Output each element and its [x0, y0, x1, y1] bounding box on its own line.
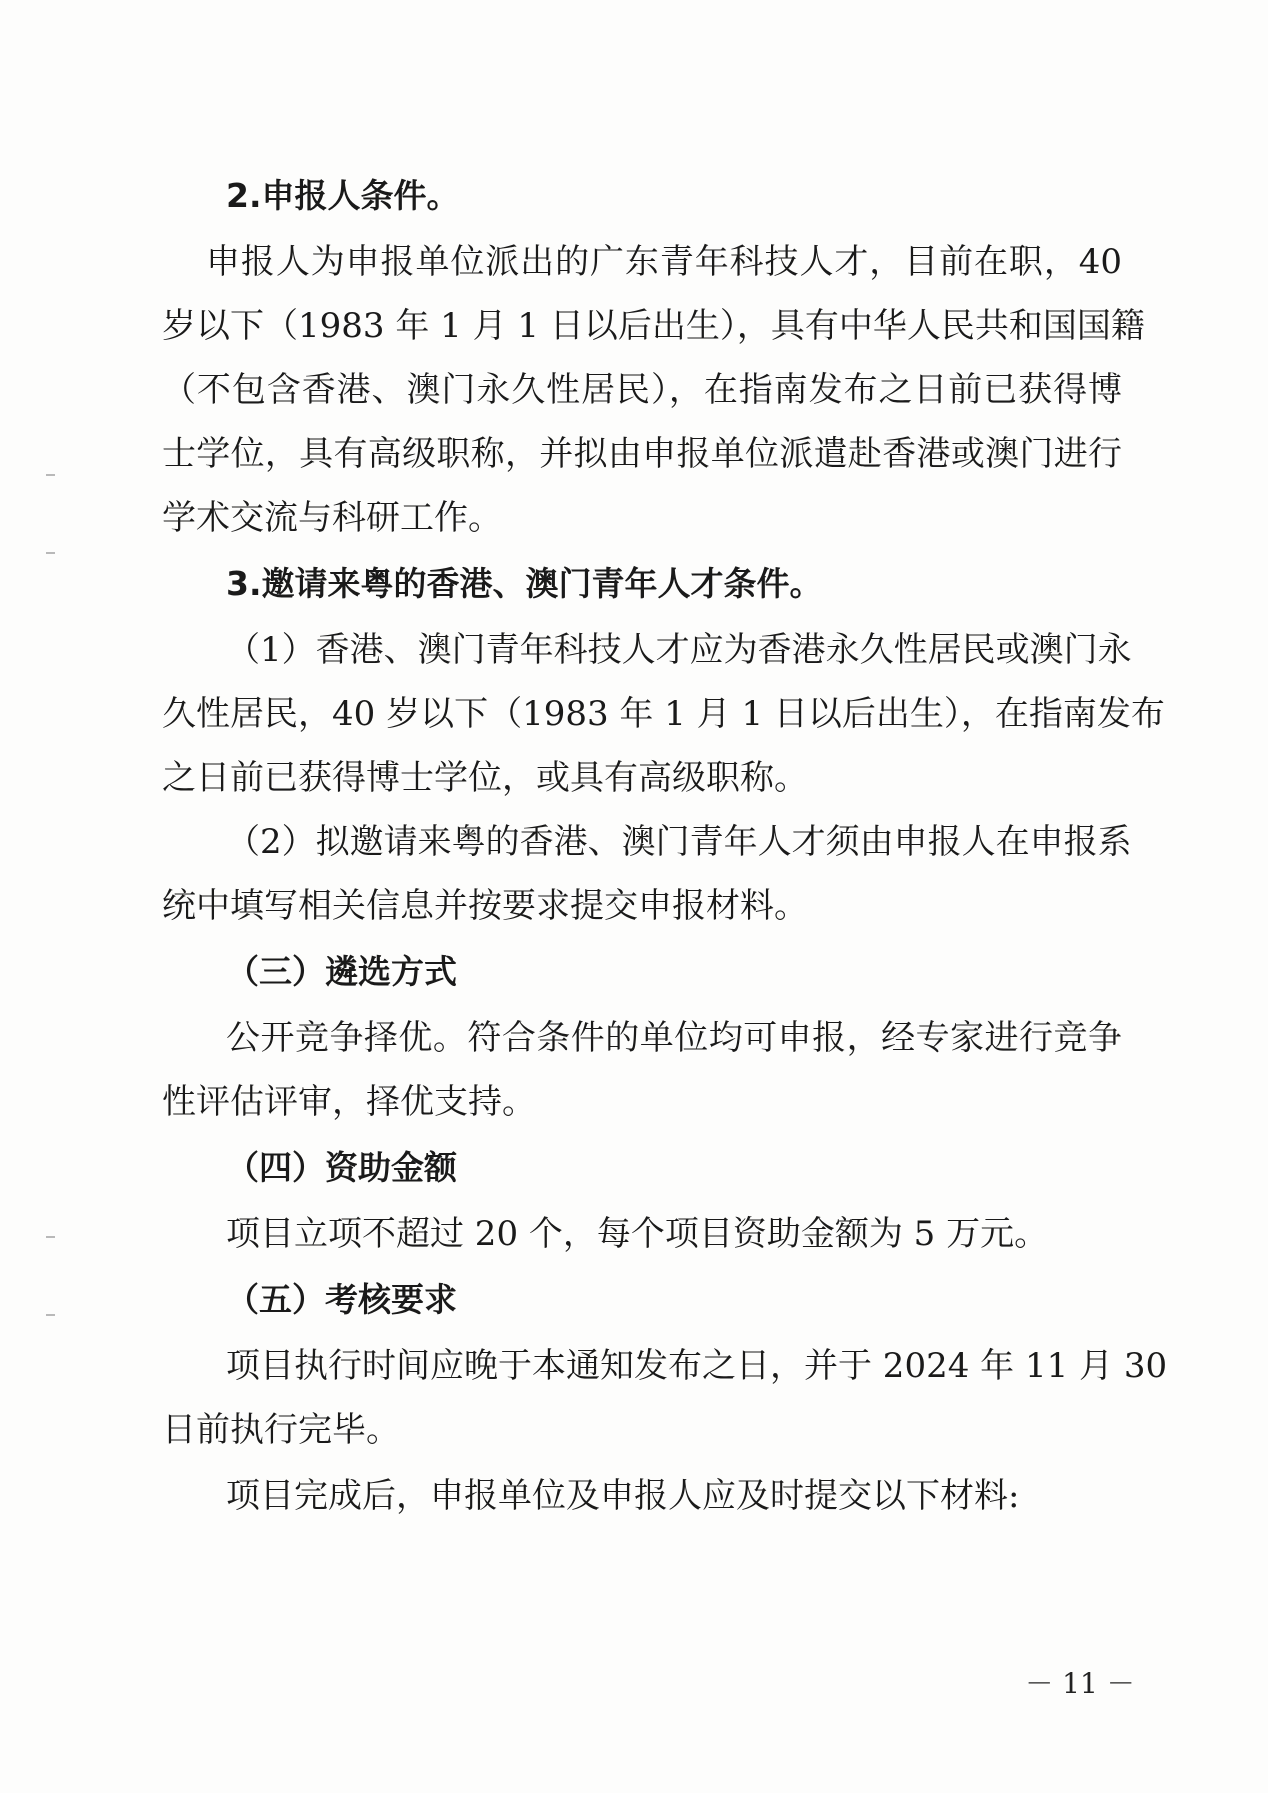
binding-mark — [46, 1314, 55, 1316]
binding-mark — [46, 474, 55, 476]
heading-assessment-requirements: （五）考核要求 — [226, 1280, 457, 1319]
paragraph-line: 之日前已获得博士学位，或具有高级职称。 — [162, 758, 808, 798]
paragraph-line: 性评估评审，择优支持。 — [162, 1082, 536, 1122]
paragraph-line: （2）拟邀请来粤的香港、澳门青年人才须由申报人在申报系 — [226, 822, 1132, 862]
heading-funding-amount: （四）资助金额 — [226, 1148, 457, 1187]
paragraph-line: 久性居民，40 岁以下（1983 年 1 月 1 日以后出生），在指南发布 — [162, 694, 1165, 734]
paragraph-line: 统中填写相关信息并按要求提交申报材料。 — [162, 886, 808, 926]
heading-invited-talent-conditions: 3.邀请来粤的香港、澳门青年人才条件。 — [226, 564, 823, 603]
binding-mark — [46, 1236, 55, 1238]
paragraph-line: （1）香港、澳门青年科技人才应为香港永久性居民或澳门永 — [226, 630, 1132, 670]
paragraph-line: 项目完成后，申报单位及申报人应及时提交以下材料: — [226, 1476, 1020, 1516]
page-number: － 11 － — [1025, 1667, 1135, 1700]
binding-mark — [46, 552, 55, 554]
heading-applicant-conditions: 2.申报人条件。 — [226, 176, 460, 215]
paragraph-line: 公开竞争择优。符合条件的单位均可申报，经专家进行竞争 — [226, 1018, 1122, 1058]
paragraph-line: 士学位，具有高级职称，并拟由申报单位派遣赴香港或澳门进行 — [162, 434, 1122, 474]
paragraph-line: 项目立项不超过 20 个，每个项目资助金额为 5 万元。 — [226, 1214, 1049, 1254]
paragraph-line: 学术交流与科研工作。 — [162, 498, 502, 538]
paragraph-line: 日前执行完毕。 — [162, 1410, 400, 1450]
paragraph-line: 岁以下（1983 年 1 月 1 日以后出生），具有中华人民共和国国籍 — [162, 306, 1145, 346]
heading-selection-method: （三）遴选方式 — [226, 952, 457, 991]
paragraph-line: （不包含香港、澳门永久性居民），在指南发布之日前已获得博 — [162, 370, 1122, 410]
paragraph-line: 项目执行时间应晚于本通知发布之日，并于 2024 年 11 月 30 — [226, 1346, 1168, 1386]
paragraph-line: 申报人为申报单位派出的广东青年科技人才，目前在职，40 — [206, 242, 1122, 282]
